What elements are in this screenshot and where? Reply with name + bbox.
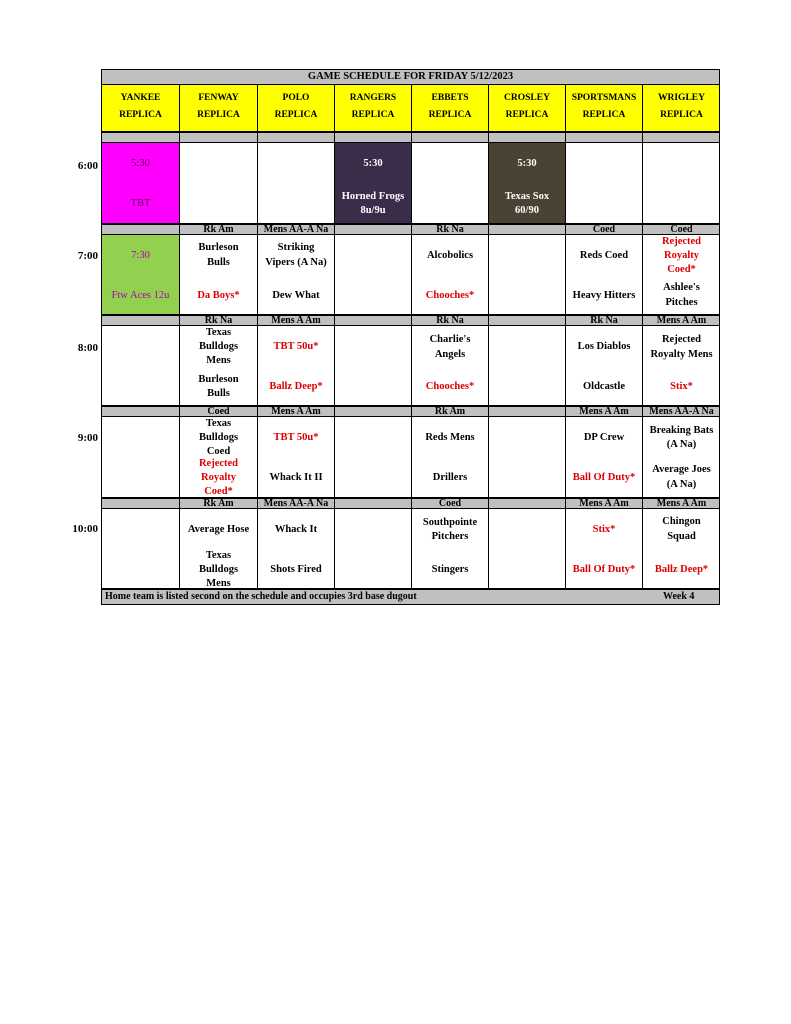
away-team: Alcobolics [426, 250, 474, 261]
division-band [488, 406, 565, 417]
division-band: Coed [642, 224, 720, 235]
division-band: Rk Am [179, 224, 257, 235]
home-team: Ballz Deep* [269, 381, 323, 392]
band-empty [101, 132, 179, 143]
away-team: Charlie's [429, 334, 471, 345]
field-sub: REPLICA [428, 110, 472, 120]
game-time: 5:30 [517, 158, 537, 169]
away-team: TBT 50u* [273, 341, 319, 352]
game-cell-ebbets-10 [411, 509, 488, 589]
game-cell-ebbets-9 [411, 417, 488, 498]
division-band: Mens A Am [642, 315, 720, 326]
team-name: TBT [130, 198, 151, 209]
home-team: Average Joes [652, 464, 711, 475]
away-team: Stix* [592, 524, 616, 535]
field-name: FENWAY [198, 93, 239, 103]
division-band [334, 406, 411, 417]
field-name: YANKEE [120, 93, 161, 103]
time-label: 9:00 [77, 432, 98, 444]
home-team: Oldcastle [583, 381, 625, 392]
division-band: Mens AA-A Na [257, 224, 334, 235]
header-wrigley [642, 85, 720, 132]
division-band [488, 315, 565, 326]
game-cell-crosley-6 [488, 143, 565, 224]
division-band [334, 224, 411, 235]
game-cell-polo-9 [257, 417, 334, 498]
home-team: Shots Fired [270, 564, 322, 575]
game-cell-empty [488, 509, 565, 589]
band-empty [488, 132, 565, 143]
away-team: Whack It [274, 524, 318, 535]
game-cell-sportsmans-8 [565, 326, 642, 406]
away-team: Vipers (A Na) [265, 257, 327, 268]
game-cell-wrigley-7 [642, 235, 720, 315]
game-cell-empty [257, 143, 334, 224]
header-crosley [488, 85, 565, 132]
band-empty [179, 132, 257, 143]
away-team: DP Crew [583, 432, 625, 443]
team-division: 8u/9u [360, 205, 386, 216]
game-cell-fenway-7 [179, 235, 257, 315]
game-cell-empty [101, 417, 179, 498]
time-label: 6:00 [77, 160, 98, 172]
team-name: Horned Frogs [341, 191, 405, 202]
division-band [101, 406, 179, 417]
game-cell-empty [334, 509, 411, 589]
division-band: Coed [565, 224, 642, 235]
home-team: (A Na) [666, 479, 697, 490]
field-name: SPORTSMANS [571, 93, 637, 103]
division-band: Rk Na [179, 315, 257, 326]
game-cell-yankee-7 [101, 235, 179, 315]
home-team: Ball Of Duty* [572, 472, 636, 483]
home-team: Dew What [272, 290, 320, 301]
band-empty [334, 132, 411, 143]
home-team: Stingers [431, 564, 469, 575]
home-team: Bulls [207, 388, 230, 399]
away-team: Royalty [664, 250, 699, 261]
field-name: POLO [282, 93, 310, 103]
schedule-title: GAME SCHEDULE FOR FRIDAY 5/12/2023 [101, 69, 720, 85]
field-sub: REPLICA [351, 110, 395, 120]
away-team: Bulls [207, 257, 230, 268]
home-team: Texas [205, 550, 232, 561]
game-cell-sportsmans-9 [565, 417, 642, 498]
field-name: RANGERS [349, 93, 397, 103]
time-label: 8:00 [77, 342, 98, 354]
away-team: Coed [206, 446, 231, 457]
division-band [101, 224, 179, 235]
away-team: Angels [434, 349, 466, 360]
team-division: 60/90 [515, 205, 539, 216]
game-cell-empty [101, 326, 179, 406]
away-team: Striking [277, 242, 315, 253]
game-cell-empty [334, 235, 411, 315]
division-band [101, 315, 179, 326]
division-band: Rk Na [565, 315, 642, 326]
division-band: Rk Am [411, 406, 488, 417]
game-cell-fenway-9 [179, 417, 257, 498]
header-rangers [334, 85, 411, 132]
division-band: Mens A Am [565, 498, 642, 509]
away-team: Reds Mens [425, 432, 475, 443]
away-team: Breaking Bats [649, 425, 714, 436]
home-team: Pitches [665, 297, 698, 308]
game-cell-fenway-10 [179, 509, 257, 589]
header-sportsmans [565, 85, 642, 132]
game-cell-polo-8 [257, 326, 334, 406]
away-team: Squad [667, 531, 696, 542]
away-team: Mens [206, 355, 231, 366]
division-band: Rk Na [411, 315, 488, 326]
header-yankee [101, 85, 179, 132]
field-sub: REPLICA [660, 110, 703, 120]
division-band [334, 498, 411, 509]
game-cell-empty [488, 235, 565, 315]
home-team: Bulldogs [198, 564, 239, 575]
division-band [488, 498, 565, 509]
band-empty [411, 132, 488, 143]
away-team: Pitchers [431, 531, 469, 542]
game-cell-polo-10 [257, 509, 334, 589]
away-team: Reds Coed [579, 250, 629, 261]
home-team: Heavy Hitters [572, 290, 636, 301]
field-sub: REPLICA [505, 110, 549, 120]
division-band: Rk Am [179, 498, 257, 509]
away-team: Average Hose [187, 524, 250, 535]
home-team: Rejected [198, 458, 239, 469]
team-name: Ftw Aces 12u [111, 290, 170, 301]
division-band: Mens AA-A Na [257, 498, 334, 509]
home-team: Drillers [432, 472, 468, 483]
team-name: Texas Sox [504, 191, 550, 202]
header-polo [257, 85, 334, 132]
game-cell-empty [642, 143, 720, 224]
away-team: Burleson [198, 242, 239, 253]
home-team: Chooches* [425, 381, 475, 392]
away-team: Texas [205, 418, 232, 429]
away-team: Bulldogs [198, 432, 239, 443]
home-team: Whack It II [269, 472, 323, 483]
game-time: 5:30 [131, 158, 150, 169]
game-cell-sportsmans-7 [565, 235, 642, 315]
home-team: Da Boys* [197, 290, 240, 301]
game-cell-empty [179, 143, 257, 224]
game-cell-wrigley-10 [642, 509, 720, 589]
division-band: Mens AA-A Na [642, 406, 720, 417]
field-sub: REPLICA [119, 110, 162, 120]
away-team: Royalty Mens [650, 349, 713, 360]
away-team: Texas [205, 327, 232, 338]
division-band: Mens A Am [565, 406, 642, 417]
division-band: Mens A Am [257, 315, 334, 326]
field-sub: REPLICA [274, 110, 318, 120]
division-band: Coed [179, 406, 257, 417]
home-team: Burleson [198, 374, 239, 385]
week-label: Week 4 [663, 591, 695, 602]
game-cell-empty [488, 326, 565, 406]
game-cell-wrigley-8 [642, 326, 720, 406]
home-team: Chooches* [425, 290, 475, 301]
home-team: Mens [206, 578, 231, 589]
away-team: Los Diablos [577, 341, 631, 352]
away-team: TBT 50u* [273, 432, 319, 443]
game-cell-rangers-6 [334, 143, 411, 224]
game-cell-polo-7 [257, 235, 334, 315]
division-band: Mens A Am [642, 498, 720, 509]
schedule-footer [101, 589, 720, 605]
band-empty [257, 132, 334, 143]
game-cell-empty [488, 417, 565, 498]
division-band: Mens A Am [257, 406, 334, 417]
game-cell-ebbets-7 [411, 235, 488, 315]
band-empty [642, 132, 720, 143]
game-cell-empty [565, 143, 642, 224]
away-team: Southpointe [422, 517, 478, 528]
time-label: 10:00 [72, 523, 98, 535]
game-time: 7:30 [131, 250, 150, 261]
game-cell-sportsmans-10 [565, 509, 642, 589]
division-band [334, 315, 411, 326]
home-team-note: Home team is listed second on the schedule and occupies 3rd base dugout [105, 591, 417, 602]
home-team: Royalty [201, 472, 236, 483]
division-band [488, 224, 565, 235]
game-time: 5:30 [363, 158, 383, 169]
game-cell-wrigley-9 [642, 417, 720, 498]
division-band [101, 498, 179, 509]
game-cell-empty [334, 326, 411, 406]
game-cell-ebbets-8 [411, 326, 488, 406]
home-team: Coed* [204, 486, 233, 497]
field-name: CROSLEY [504, 93, 550, 103]
field-name: WRIGLEY [658, 93, 705, 103]
game-cell-fenway-8 [179, 326, 257, 406]
division-band: Coed [411, 498, 488, 509]
time-label: 7:00 [77, 250, 98, 262]
home-team: Ballz Deep* [654, 564, 709, 575]
away-team: Bulldogs [198, 341, 239, 352]
header-ebbets [411, 85, 488, 132]
field-sub: REPLICA [197, 110, 240, 120]
game-cell-empty [411, 143, 488, 224]
game-cell-empty [334, 417, 411, 498]
band-empty [565, 132, 642, 143]
division-band: Rk Na [411, 224, 488, 235]
away-team: Chingon [662, 516, 701, 527]
away-team: Rejected [661, 236, 702, 247]
game-cell-empty [101, 509, 179, 589]
game-cell-yankee-6 [101, 143, 179, 224]
field-sub: REPLICA [582, 110, 626, 120]
away-team: (A Na) [666, 439, 697, 450]
header-fenway [179, 85, 257, 132]
away-team: Coed* [667, 264, 696, 275]
field-name: EBBETS [431, 93, 469, 103]
home-team: Ball Of Duty* [572, 564, 636, 575]
home-team: Ashlee's [663, 282, 700, 293]
away-team: Rejected [661, 334, 702, 345]
home-team: Stix* [670, 381, 693, 392]
